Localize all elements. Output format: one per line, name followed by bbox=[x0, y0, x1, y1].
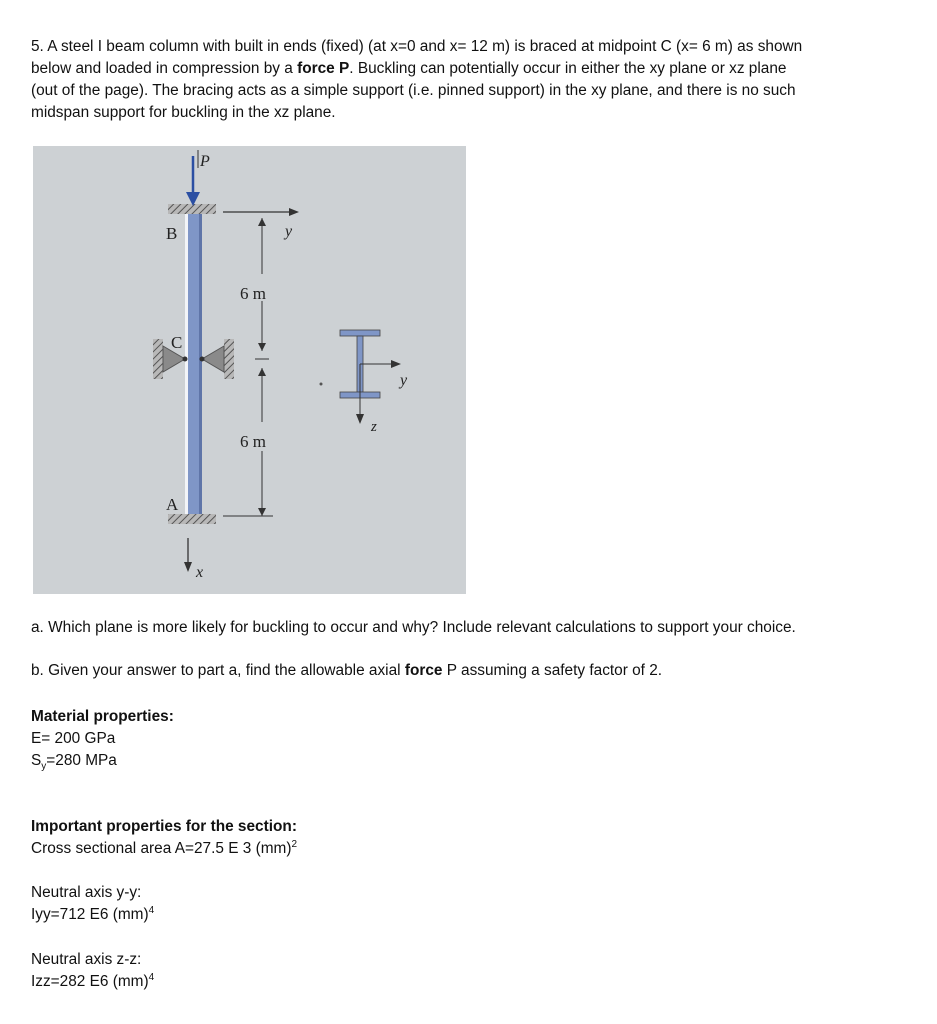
label-x: x bbox=[196, 564, 204, 581]
yield-strength: $S_y=280$ MPa bbox=[31, 752, 117, 773]
label-p: P bbox=[200, 153, 210, 170]
question-b: b. Given your answer to part a, find the allowable axial force P assuming a safety factor of 2. bbox=[31, 662, 663, 679]
bottom-fixed-support bbox=[168, 514, 216, 524]
top-fixed-support bbox=[168, 204, 216, 214]
elastic-modulus: E= 200 GPa bbox=[31, 730, 116, 747]
label-z: z bbox=[371, 419, 377, 435]
section-heading: Important properties for the section: bbox=[31, 818, 297, 835]
material-heading: Material properties: bbox=[31, 708, 174, 725]
column-flange-right bbox=[199, 214, 202, 514]
question-a: a. Which plane is more likely for buckling to occur and why? Include relevant calculations to support your choice. bbox=[31, 619, 796, 636]
label-b: B bbox=[166, 224, 178, 243]
material-properties bbox=[31, 706, 174, 772]
cross-section-area: Cross sectional area A=27.5 E 3 (mm)$^2$ bbox=[31, 838, 298, 857]
izz-value: Izz=282 E6 (mm)$^4$ bbox=[31, 971, 155, 990]
problem-line-1: 5. A steel I beam column with built in ends (fixed) (at x=0 and x= 12 m) is braced at midpoint C (x= 6 m) as shown bbox=[31, 38, 803, 55]
problem-line-2: below and loaded in compression by a force P. Buckling can potentially occur in either the xy plane or xz plane bbox=[31, 60, 787, 77]
neutral-axis-yy-heading: Neutral axis y-y: bbox=[31, 884, 142, 901]
label-y-section: y bbox=[400, 372, 408, 389]
column-flange-left bbox=[185, 214, 188, 514]
column-diagram bbox=[33, 146, 466, 594]
dimension-bottom-label: 6 m bbox=[240, 432, 266, 451]
label-a: A bbox=[166, 495, 179, 514]
neutral-axis-yy bbox=[31, 882, 154, 926]
dimension-top-label: 6 m bbox=[240, 284, 266, 303]
figure-background bbox=[33, 146, 466, 594]
problem-statement bbox=[31, 36, 881, 124]
neutral-axis-zz bbox=[31, 949, 154, 993]
iyy-value: Iyy=712 E6 (mm)$^4$ bbox=[31, 904, 155, 923]
force-emphasis: force bbox=[404, 662, 443, 679]
force-p-emphasis: force P bbox=[297, 60, 350, 77]
problem-line-4: midspan support for buckling in the xz plane. bbox=[31, 104, 336, 121]
section-properties bbox=[31, 816, 297, 860]
label-y-top: y bbox=[285, 223, 293, 240]
problem-line-3: (out of the page). The bracing acts as a simple support (i.e. pinned support) in the xy plane, and there is no such bbox=[31, 82, 796, 99]
label-c: C bbox=[171, 333, 183, 352]
neutral-axis-zz-heading: Neutral axis z-z: bbox=[31, 951, 142, 968]
